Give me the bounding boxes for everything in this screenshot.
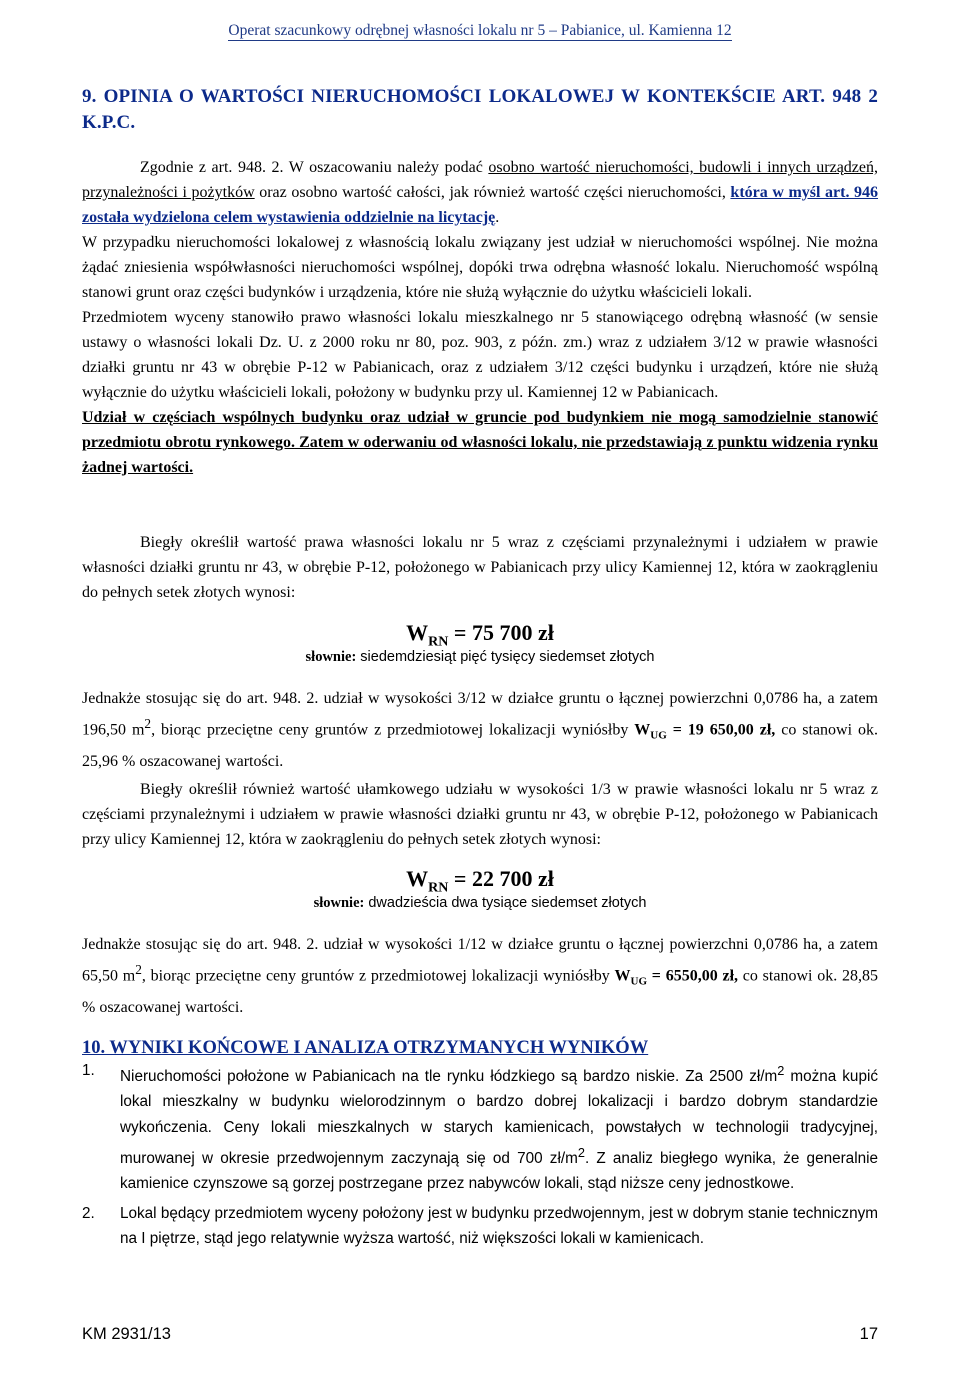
paragraph-valuation-full: Biegły określił wartość prawa własności lokalu nr 5 wraz z częściami przynależnymi i udziałem w prawie własności działki gruntu nr 43, w obrębie P-12, położonego w Pabianicach przy ulicy Kamiennej 12, która w zaokrągleniu do pełnych setek złotych wynosi: xyxy=(82,534,878,601)
value-in-words-fraction: słownie: dwadzieścia dwa tysiące siedemset złotych xyxy=(313,895,647,911)
paragraph-valuation-fraction: Biegły określił również wartość ułamkowego udziału w wysokości 1/3 w prawie własności lokalu nr 5 wraz z częściami przynależnymi i udziałem w prawie własności działki gruntu nr 43, w obrębie P-12, położonego w Pabianicach przy ulicy Kamiennej 12, która w zaokrągleniu do pełnych setek złotych wynosi: xyxy=(82,781,878,848)
paragraph-land-share-3-12: Jednakże stosując się do art. 948. 2. udział w wysokości 3/12 w działce gruntu o łącznej powierzchni 0,0786 ha, a zatem 196,50 $m^2$, biorąc przeciętne ceny gruntów z przedmiotowej lokalizacji wyniósłby $W_{UG} = 19$ 650,00 zł, co stanowi ok. 25,96 % oszacowanej wartości. xyxy=(82,690,879,770)
paragraph-subject: Przedmiotem wyceny stanowiło prawo własności lokalu mieszkalnego nr 5 stanowiącego odrębną własność (w sensie ustawy o własności lokali Dz. U. z 2000 roku nr 80, poz. 903, z późn. zm.) wraz z udziałem 3/12 w prawie własności działki gruntu nr 43 w obrębie P-12 w Pabianicach, oraz z udziałem 3/12 części budynku i urządzeń, które nie służą wyłącznie do użytku właścicieli lokali, położony w budynku przy ul. Kamiennej 12 w Pabianicach. xyxy=(82,309,878,401)
page-header xyxy=(82,22,878,40)
paragraph-land-share-1-12: Jednakże stosując się do art. 948. 2. udział w wysokości 1/12 w działce gruntu o łącznej powierzchni 0,0786 ha, a zatem 65,50 $m^2$, biorąc przeciętne ceny gruntów z przedmiotowej lokalizacji wyniósłby $W_{UG} = 6550,00$ zł, co stanowi ok. 28,85 % oszacowanej wartości. xyxy=(82,936,879,1016)
section-10-heading: 10. WYNIKI KOŃCOWE I ANALIZA OTRZYMANYCH WYNIKÓW xyxy=(82,1038,649,1058)
section-9-heading: 9. OPINIA O WARTOŚCI NIERUCHOMOŚCI LOKALOWEJ W KONTEKŚCIE ART. 948 2 K.P.C. xyxy=(82,86,878,133)
case-number: KM 2931/13 xyxy=(82,1325,171,1343)
value-wrn-full: $W_{RN} = 75$ 700 zł xyxy=(406,620,554,650)
results-list xyxy=(82,1058,878,1251)
list-item: 2. Lokal będący przedmiotem wyceny położony jest w budynku przedwojennym, jest w dobrym stanie technicznym na I piętrze, stąd jego relatywnie wyższa wartość, niż większości lokali w kamienicach. xyxy=(82,1204,878,1247)
value-in-words-full: słownie: siedemdziesiąt pięć tysięcy siedemset złotych xyxy=(305,649,655,665)
page-number: 17 xyxy=(859,1325,878,1343)
section-9-intro xyxy=(82,155,878,480)
list-item: 1. Nieruchomości położone w Pabianicach na tle rynku łódzkiego są bardzo niskie. Za 2500 $zł/m^2$ można kupić lokal mieszkalny w budynku wielorodzinnym o bardzo dobrej lokalizacji i bardzo dobrym standardzie wykończenia. Ceny lokali mieszkalnych w starych kamienicach, powstałych w technologii tradycyjnej, murowanej w okresie przedwojennym zaczynają się od 700 $zł/m^2$. Z analiz biegłego wynika, że generalnie kamienice czynszowe są gorzej postrzegane przez nabywców lokali, stąd niższe ceny jednostkowe. xyxy=(82,1062,878,1193)
value-wrn-fraction: $W_{RN} = 22$ 700 zł xyxy=(406,866,554,896)
document-page xyxy=(82,0,878,1393)
paragraph-shares-note: Udział w częściach wspólnych budynku oraz udział w gruncie pod budynkiem nie mogą samodzielnie stanowić przedmiotu obrotu rynkowego. Zatem w oderwaniu od własności lokalu, nie przedstawiają z punktu widzenia rynku żadnej wartości. xyxy=(82,409,879,476)
header-title: Operat szacunkowy odrębnej własności lokalu nr 5 – Pabianice, ul. Kamienna 12 xyxy=(228,22,732,39)
paragraph-common-property: W przypadku nieruchomości lokalowej z własnością lokalu związany jest udział w nieruchomości wspólnej. Nie można żądać zniesienia współwłasności nieruchomości wspólnej, dopóki trwa odrębna własność lokalu. Nieruchomość wspólną stanowi grunt oraz części budynków i urządzenia, które nie służą wyłącznie do użytku właścicieli lokali. xyxy=(82,234,879,301)
paragraph-art-948: Zgodnie z art. 948. 2. W oszacowaniu należy podać osobno wartość nieruchomości, budowli i innych urządzeń, przynależności i pożytków oraz osobno wartość całości, jak również wartość części nieruchomości, która w myśl art. 946 została wydzielona celem wystawienia oddzielnie na licytację. xyxy=(82,159,879,226)
